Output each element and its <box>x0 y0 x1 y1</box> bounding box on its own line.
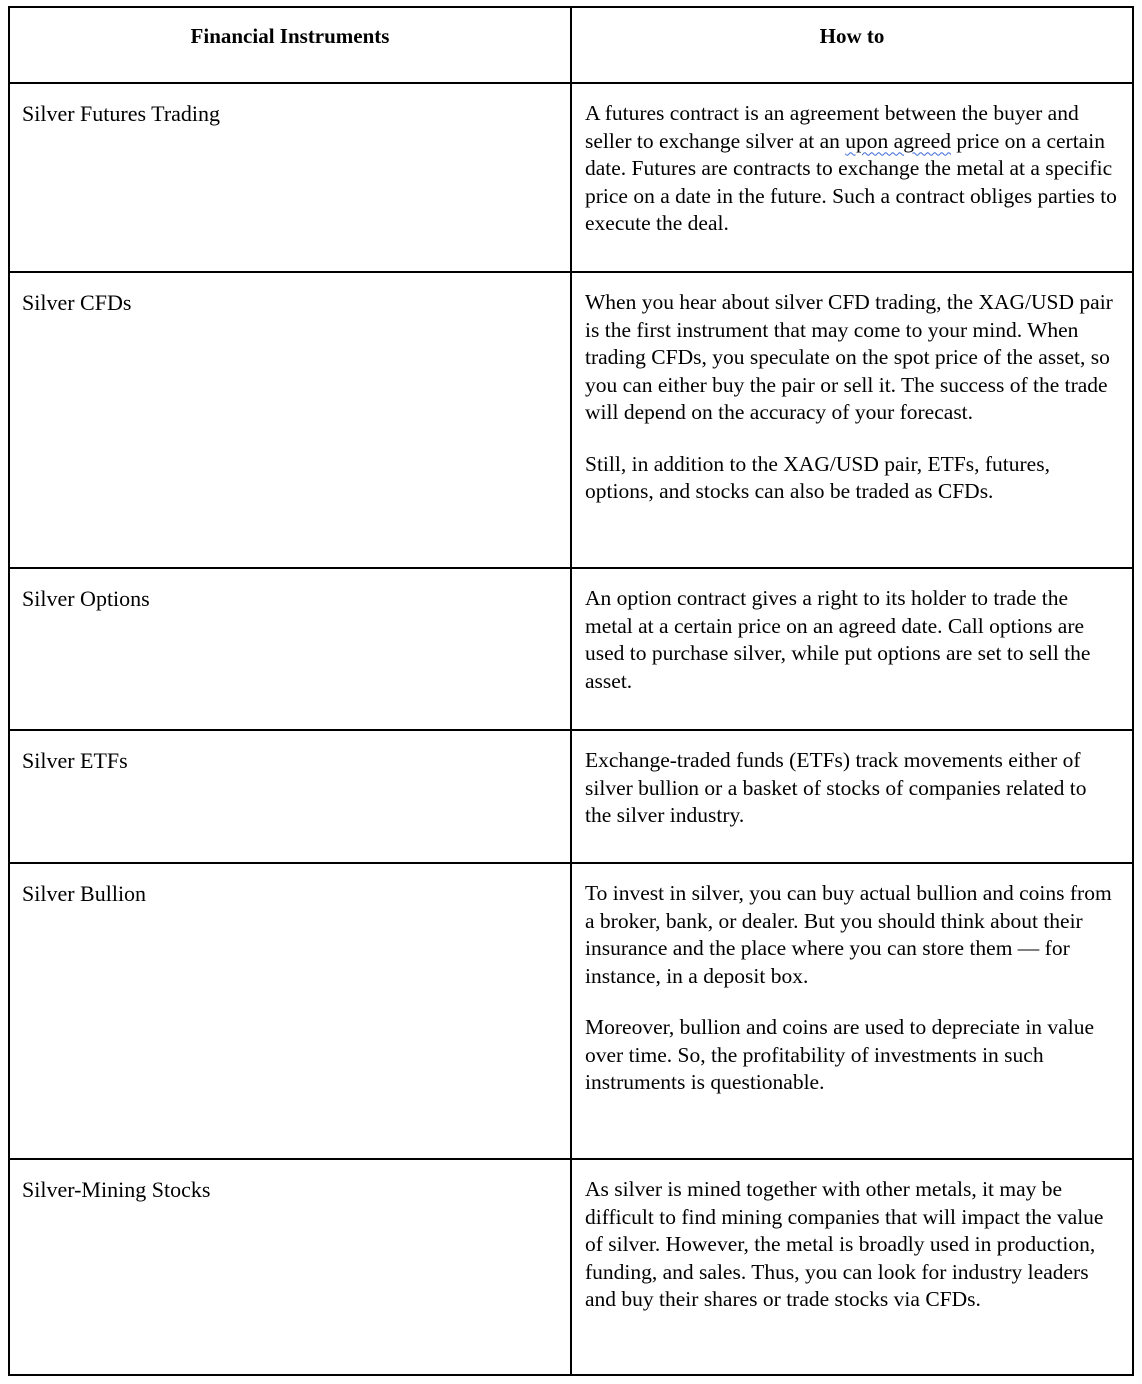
instruments-table <box>8 6 1134 1376</box>
table-row <box>9 1159 1133 1375</box>
instrument-name: Silver Bullion <box>9 863 571 1159</box>
table-row <box>9 568 1133 730</box>
description-paragraph: A futures contract is an agreement between the buyer and seller to exchange silver at an upon agreed price on a certain date. Futures are contracts to exchange the metal at a specific price on a date in the future. Such a contract obliges parties to execute the deal. <box>585 101 1117 235</box>
header-financial-instruments: Financial Instruments <box>9 7 571 83</box>
description-paragraph: An option contract gives a right to its holder to trade the metal at a certain price on an agreed date. Call options are used to purchase silver, while put options are set to sell the asset. <box>585 586 1091 693</box>
instrument-description <box>571 83 1133 272</box>
table-row <box>9 863 1133 1159</box>
instrument-description <box>571 863 1133 1159</box>
instrument-name: Silver-Mining Stocks <box>9 1159 571 1375</box>
description-paragraph: Still, in addition to the XAG/USD pair, ETFs, futures, options, and stocks can also be traded as CFDs. <box>585 451 1050 503</box>
instrument-name: Silver Options <box>9 568 571 730</box>
table-row <box>9 730 1133 863</box>
table-row <box>9 83 1133 272</box>
description-paragraph: As silver is mined together with other metals, it may be difficult to find mining companies that will impact the value of silver. However, the metal is broadly used in production, funding, and sales. Thus, you can look for industry leaders and buy their shares or trade stocks via CFDs. <box>585 1177 1104 1311</box>
instrument-name: Silver ETFs <box>9 730 571 863</box>
table-row <box>9 272 1133 568</box>
instrument-name: Silver CFDs <box>9 272 571 568</box>
instrument-description <box>571 730 1133 863</box>
instrument-description <box>571 568 1133 730</box>
header-row <box>9 7 1133 83</box>
instrument-description <box>571 1159 1133 1375</box>
spellcheck-flag: upon agreed <box>845 128 951 153</box>
description-paragraph: Exchange-traded funds (ETFs) track movements either of silver bullion or a basket of stocks of companies related to the silver industry. <box>585 748 1087 827</box>
instrument-name: Silver Futures Trading <box>9 83 571 272</box>
instrument-description <box>571 272 1133 568</box>
description-paragraph: When you hear about silver CFD trading, the XAG/USD pair is the first instrument that may come to your mind. When trading CFDs, you speculate on the spot price of the asset, so you can either buy the pair or sell it. The success of the trade will depend on the accuracy of your forecast. <box>585 290 1113 424</box>
header-how-to: How to <box>571 7 1133 83</box>
description-paragraph: Moreover, bullion and coins are used to depreciate in value over time. So, the profitability of investments in such instruments is questionable. <box>585 1015 1094 1094</box>
description-paragraph: To invest in silver, you can buy actual bullion and coins from a broker, bank, or dealer. But you should think about their insurance and the place where you can store them — for instance, in a deposit box. <box>585 881 1112 988</box>
